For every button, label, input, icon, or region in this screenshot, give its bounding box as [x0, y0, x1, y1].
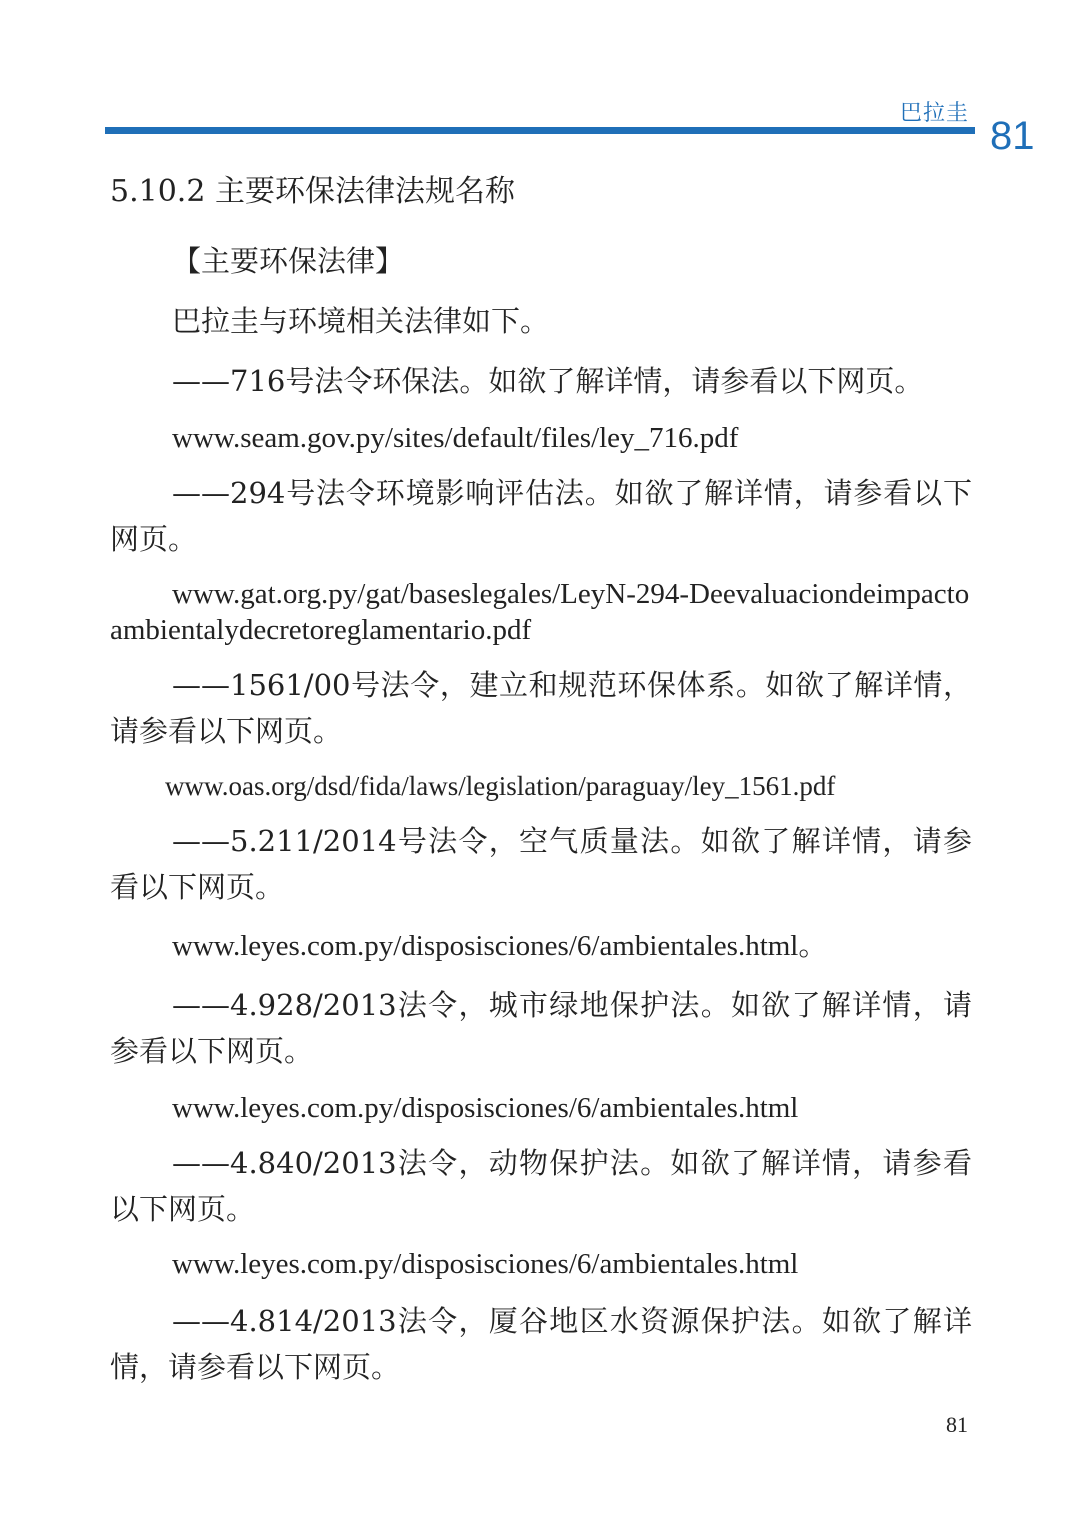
law-1561-paragraph: ——1561/00号法令，建立和规范环保体系。如欲了解详情，请参看以下网页。 [110, 668, 972, 748]
law-294-url: www.gat.org.py/gat/baseslegales/LeyN-294-Deevaluaciondeimpactoambientalydecretoreglamentario.pdf [110, 578, 970, 646]
law-5211-url: www.leyes.com.py/disposisciones/6/ambientales.html。 [172, 930, 828, 962]
law-4840-url: www.leyes.com.py/disposisciones/6/ambientales.html [172, 1248, 799, 1280]
header-page-number: 81 [990, 114, 1035, 158]
running-header-country: 巴拉圭 [900, 101, 970, 126]
law-1561-url: www.oas.org/dsd/fida/laws/legislation/paraguay/ley_1561.pdf [165, 771, 836, 801]
law-716-url: www.seam.gov.py/sites/default/files/ley_716.pdf [172, 422, 739, 454]
footer-page-number: 81 [946, 1412, 968, 1437]
section-title: 5.10.2 主要环保法律法规名称 [110, 174, 515, 209]
subheading: 【主要环保法律】 [172, 244, 405, 278]
law-4928-url: www.leyes.com.py/disposisciones/6/ambientales.html [172, 1092, 799, 1124]
intro-paragraph: 巴拉圭与环境相关法律如下。 [172, 304, 550, 338]
law-716-paragraph: ——716号法令环保法。如欲了解详情，请参看以下网页。 [172, 364, 924, 398]
law-4928-paragraph: ——4.928/2013法令，城市绿地保护法。如欲了解详情，请参看以下网页。 [110, 988, 972, 1068]
law-294-paragraph: ——294号法令环境影响评估法。如欲了解详情，请参看以下网页。 [110, 476, 972, 556]
header-rule [105, 127, 975, 134]
law-4814-paragraph: ——4.814/2013法令，厦谷地区水资源保护法。如欲了解详情，请参看以下网页。 [110, 1304, 972, 1384]
law-5211-paragraph: ——5.211/2014号法令，空气质量法。如欲了解详情，请参看以下网页。 [110, 824, 972, 904]
law-4840-paragraph: ——4.840/2013法令，动物保护法。如欲了解详情，请参看以下网页。 [110, 1146, 972, 1226]
